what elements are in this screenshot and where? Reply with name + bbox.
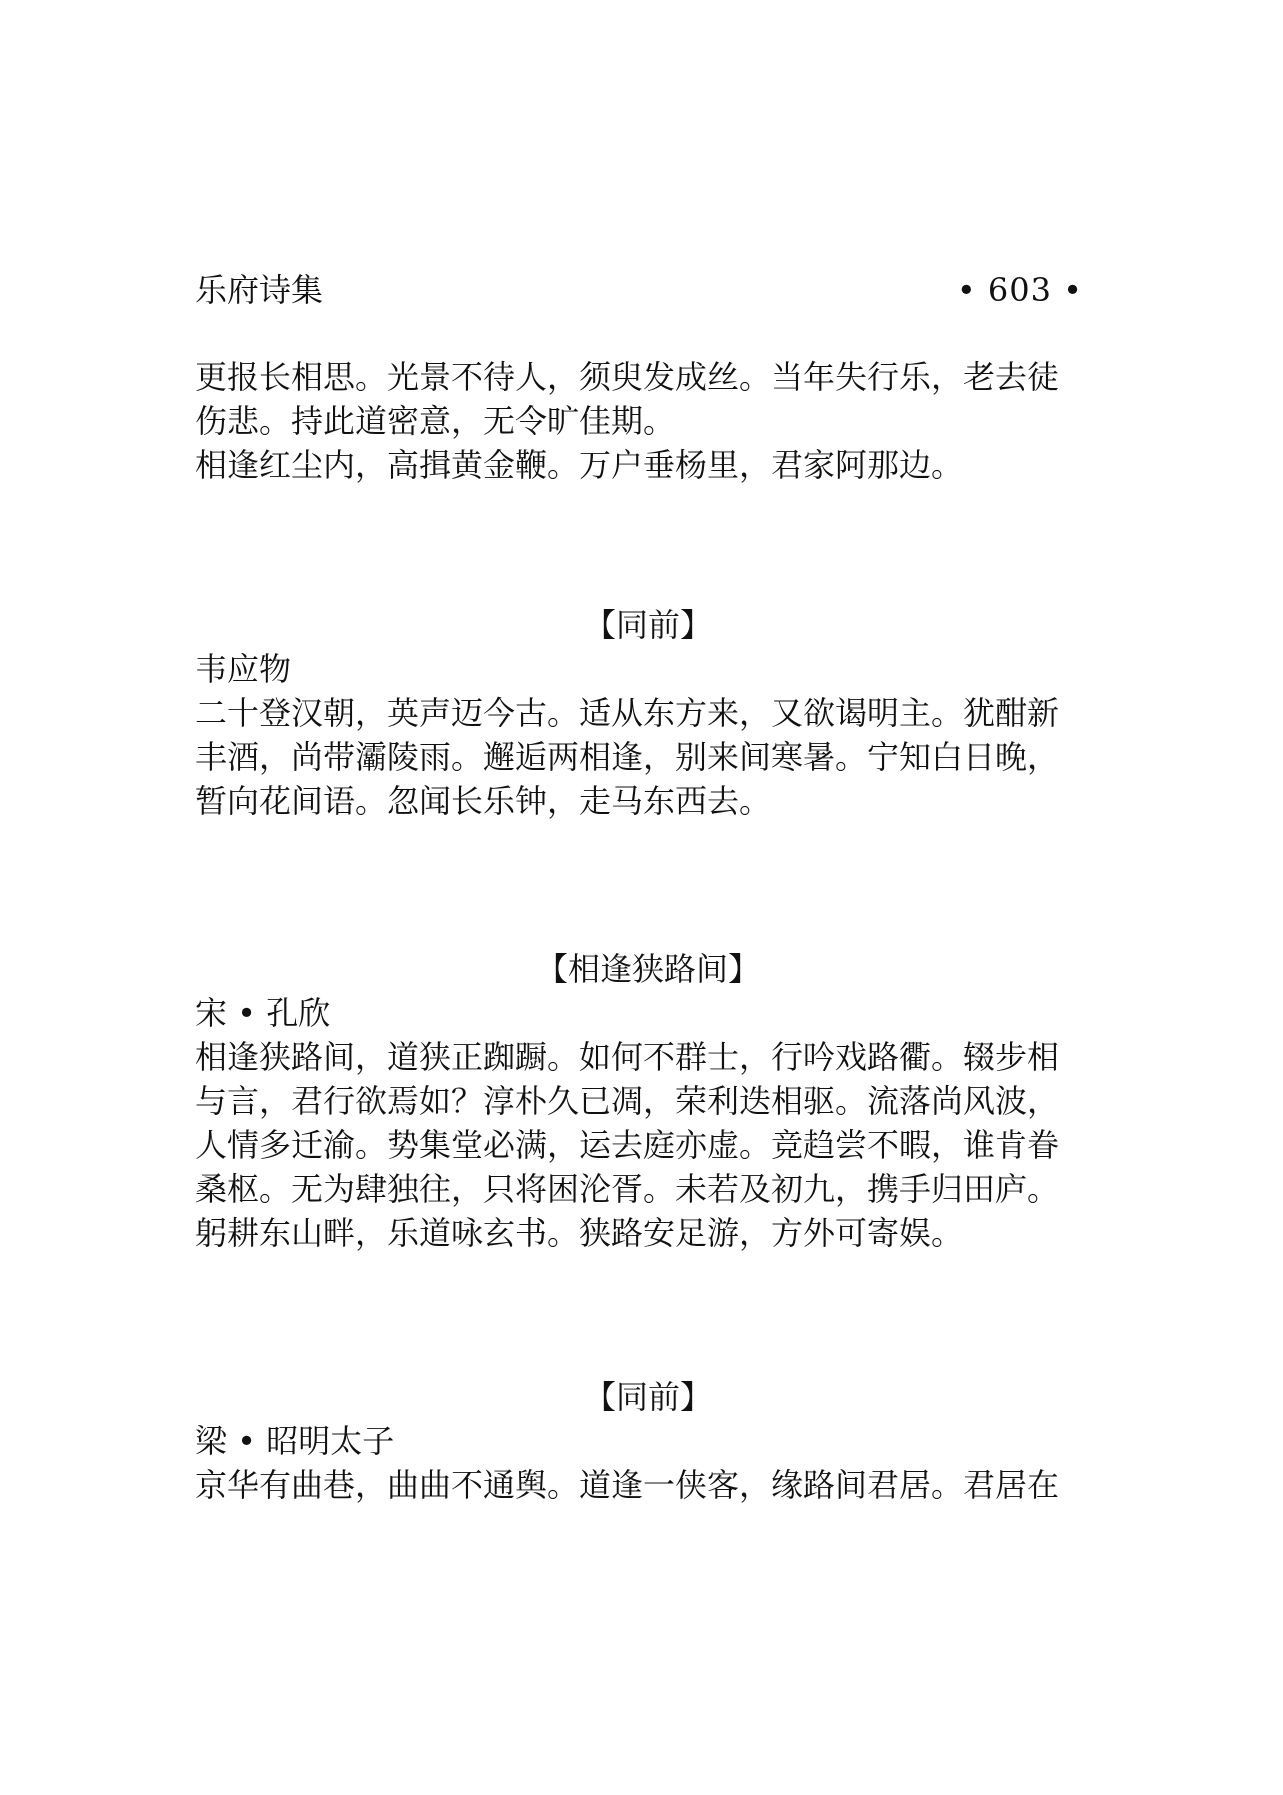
page-header: [195, 266, 1083, 314]
poem-section: [195, 1375, 1095, 1507]
poem-text: 京华有曲巷，曲曲不通舆。道逢一侠客，缘路间君居。君居在: [195, 1466, 1060, 1504]
poem-continuation: [195, 355, 1095, 487]
poem-text: 相逢狭路间，道狭正踟蹰。如何不群士，行吟戏路衢。辍步相 与言，君行欲焉如？淳朴久已凋，荣利迭相驱。流落尚风波， 人情多迁渝。势集堂必满，运去庭亦虚。竞趋尝不暇，谁肯眷 桑枢。无为肆独往，只将困沦胥。未若及初九，携手归田庐。 躬耕东山畔，乐道咏玄书。狭路安足游，方外可寄娱。: [195, 1038, 1060, 1252]
book-title: 乐府诗集: [195, 271, 324, 309]
page-number: • 603 •: [956, 271, 1083, 309]
poem-section: [195, 603, 1095, 823]
poem-title: 【相逢狭路间】: [535, 950, 760, 988]
poem-author: 梁 • 昭明太子: [195, 1422, 395, 1460]
poem-title: 【同前】: [583, 606, 712, 644]
poem-author: 宋 • 孔欣: [195, 994, 331, 1032]
poem-text: 更报长相思。光景不待人，须臾发成丝。当年失行乐，老去徒 伤悲。持此道密意，无令旷佳期。 相逢红尘内，高揖黄金鞭。万户垂杨里，君家阿那边。: [195, 358, 1060, 484]
poem-text: 二十登汉朝，英声迈今古。适从东方来，又欲谒明主。犹酣新 丰酒，尚带灞陵雨。邂逅两相逢，别来间寒暑。宁知白日晚， 暂向花间语。忽闻长乐钟，走马东西去。: [195, 694, 1060, 820]
poem-author: 韦应物: [195, 650, 292, 688]
poem-title: 【同前】: [583, 1378, 712, 1416]
poem-section: [195, 947, 1095, 1255]
